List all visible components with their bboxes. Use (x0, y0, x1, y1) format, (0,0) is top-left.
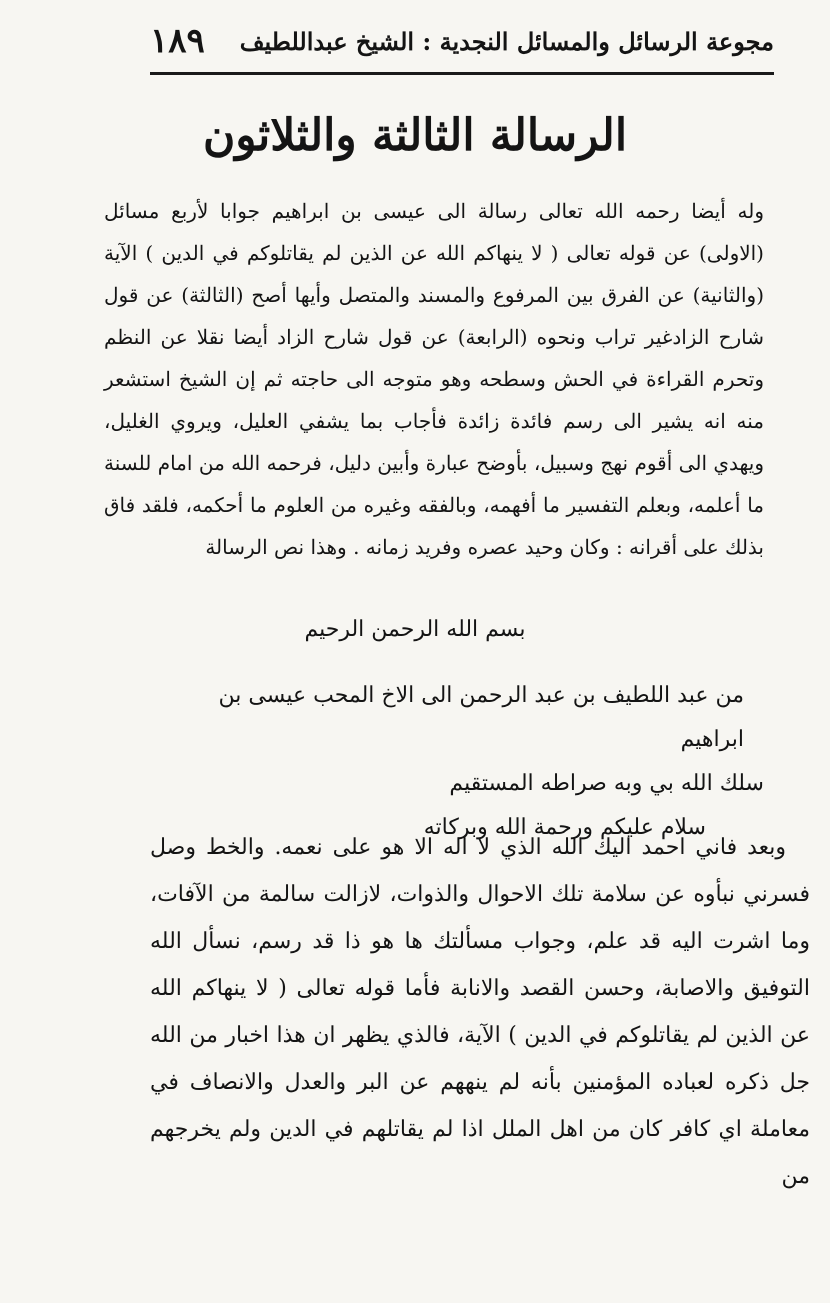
letter-body (150, 824, 810, 1200)
page-number: ١٨٩ (150, 21, 205, 61)
chapter-title: الرسالة الثالثة والثلاثون (202, 110, 628, 161)
header-rule (150, 72, 774, 75)
intro-paragraph (104, 190, 764, 568)
basmala: بسم الله الرحمن الرحيم (304, 617, 526, 642)
letter-from-line: من عبد اللطيف بن عبد الرحمن الى الاخ المحب عيسى بن ابراهيم (218, 683, 744, 752)
letter-prayer-line: سلك الله بي وبه صراطه المستقيم (449, 771, 764, 796)
letter-body-text: وبعد فاني احمد اليك الله الذي لا اله الا هو على نعمه. والخط وصل فسرني نبأوه عن سلامة تلك الاحوال والذوات، لازالت سالمة من الآفات، وما اشرت اليه قد علم، وجواب مسألتك ها هو ذا قد رسم، نسأل الله التوفيق والاصابة، وحسن القصد والانابة فأما قوله تعالى ( لا ينهاكم الله عن الذين لم يقاتلوكم في الدين ) الآية، فالذي يظهر ان هذا اخبار من الله جل ذكره لعباده المؤمنين بأنه لم ينههم عن البر والعدل والانصاف في معاملة اي كافر كان من اهل الملل اذا لم يقاتلهم في الدين ولم يخرجهم من (150, 835, 810, 1189)
running-header (150, 14, 774, 68)
intro-text: وله أيضا رحمه الله تعالى رسالة الى عيسى بن ابراهيم جوابا لأربع مسائل (الاولى) عن قوله تعالى ( لا ينهاكم الله عن الذين لم يقاتلوكم في الدين ) الآية (والثانية) عن الفرق بين المرفوع والمسند والمتصل وأيها أصح (الثالثة) عن قول شارح الزادغير تراب ونحوه (الرابعة) عن قول شارح الزاد أيضا نقلا عن النظم وتحرم القراءة في الحش وسطحه وهو متوجه الى حاجته ثم إن الشيخ استشعر منه انه يشير الى رسم فائدة زائدة فأجاب بما يشفي العليل، ويروي الغليل، ويهدي الى أقوم نهج وسبيل، بأوضح عبارة وأبين دليل، فرحمه الله من امام للسنة ما أعلمه، وبعلم التفسير ما أفهمه، وبالفقه وغيره من العلوم ما أحكمه، فلقد فاق بذلك على أقرانه : وكان وحيد عصره وفريد زمانه . وهذا نص الرسالة (104, 199, 764, 559)
running-title: مجوعة الرسائل والمسائل النجدية : الشيخ عبداللطيف (239, 26, 774, 56)
letter-salutation: سلام عليكم ورحمة الله وبركاته (423, 815, 706, 840)
